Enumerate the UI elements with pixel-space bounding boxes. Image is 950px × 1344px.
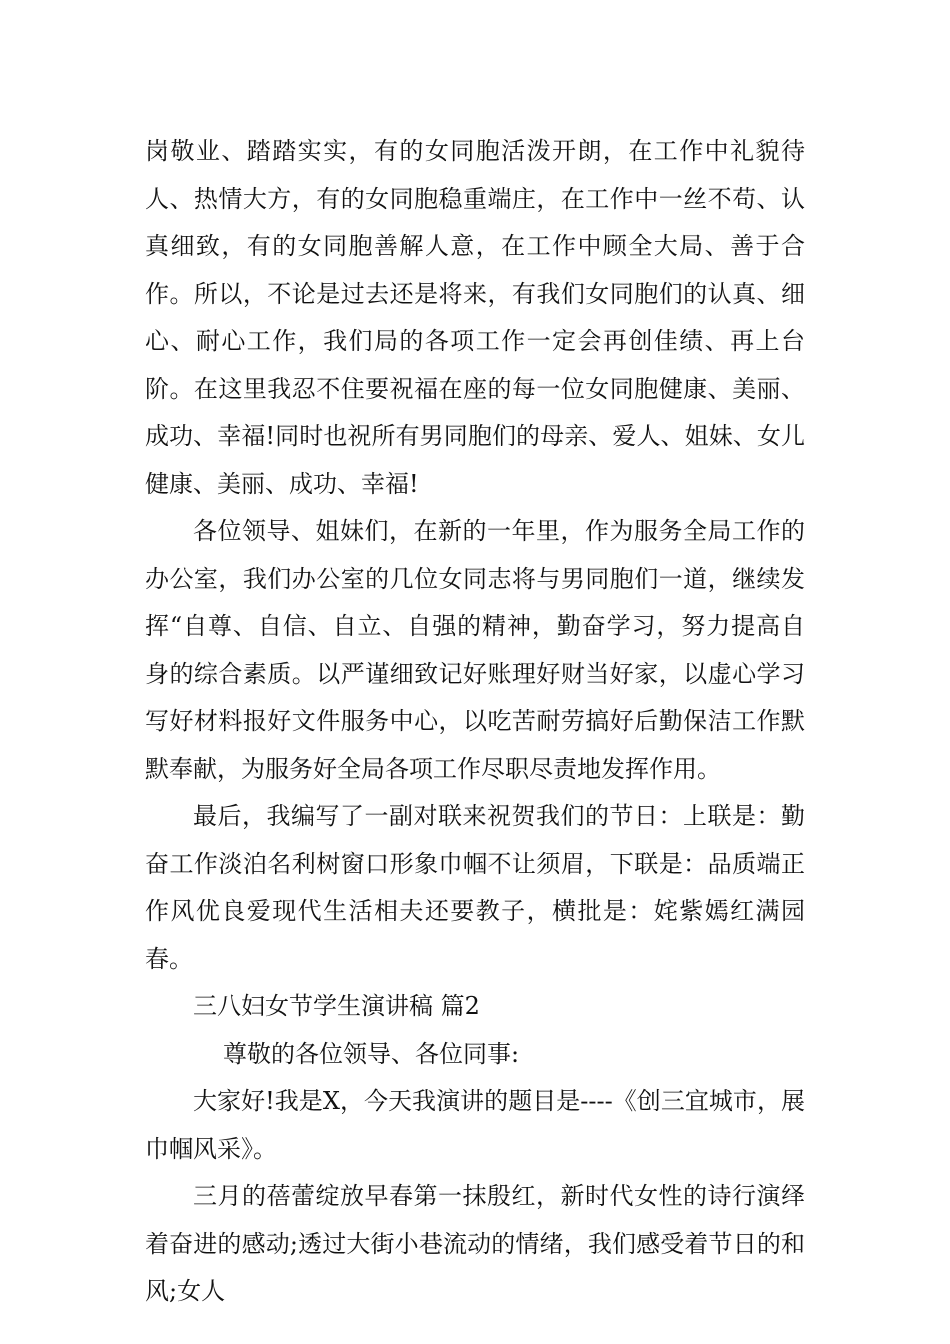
salutation: 尊敬的各位领导、各位同事: bbox=[223, 1039, 520, 1068]
paragraph-continuation: 岗敬业、踏踏实实，有的女同胞活泼开朗，在工作中礼貌待人、热情大方，有的女同胞稳重端庄，在工作中一丝不苟、认真细致，有的女同胞善解人意，在工作中顾全大局、善于合作。所以，不论是过去还是将来，有我们女同胞们的认真、细心、耐心工作，我们局的各项工作一定会再创佳绩、再上台阶。在这里我忍不住要祝福在座的每一位女同胞健康、美丽、成功、幸福!同时也祝所有男同胞们的母亲、爱人、姐妹、女儿健康、美丽、成功、幸福! bbox=[145, 137, 805, 498]
section-heading: 三八妇女节学生演讲稿 篇2 bbox=[193, 992, 480, 1020]
paragraph-greeting: 大家好!我是X，今天我演讲的题目是----《创三宜城市，展巾帼风采》。 bbox=[145, 1087, 805, 1163]
paragraph-march: 三月的蓓蕾绽放早春第一抹殷红，新时代女性的诗行演绎着奋进的感动;透过大街小巷流动的情绪，我们感受着节日的和风;女人 bbox=[145, 1182, 805, 1305]
paragraph-couplet: 最后，我编写了一副对联来祝贺我们的节日：上联是：勤奋工作淡泊名利树窗口形象巾帼不让须眉，下联是：品质端正作风优良爱现代生活相夫还要教子，横批是：姹紫嫣红满园春。 bbox=[145, 802, 805, 973]
paragraph-office-plan: 各位领导、姐妹们，在新的一年里，作为服务全局工作的办公室，我们办公室的几位女同志将与男同胞们一道，继续发挥“自尊、自信、自立、自强的精神，勤奋学习，努力提高自身的综合素质。以严谨细致记好账理好财当好家，以虚心学习写好材料报好文件服务中心，以吃苦耐劳搞好后勤保洁工作默默奉献，为服务好全局各项工作尽职尽责地发挥作用。 bbox=[145, 517, 805, 783]
